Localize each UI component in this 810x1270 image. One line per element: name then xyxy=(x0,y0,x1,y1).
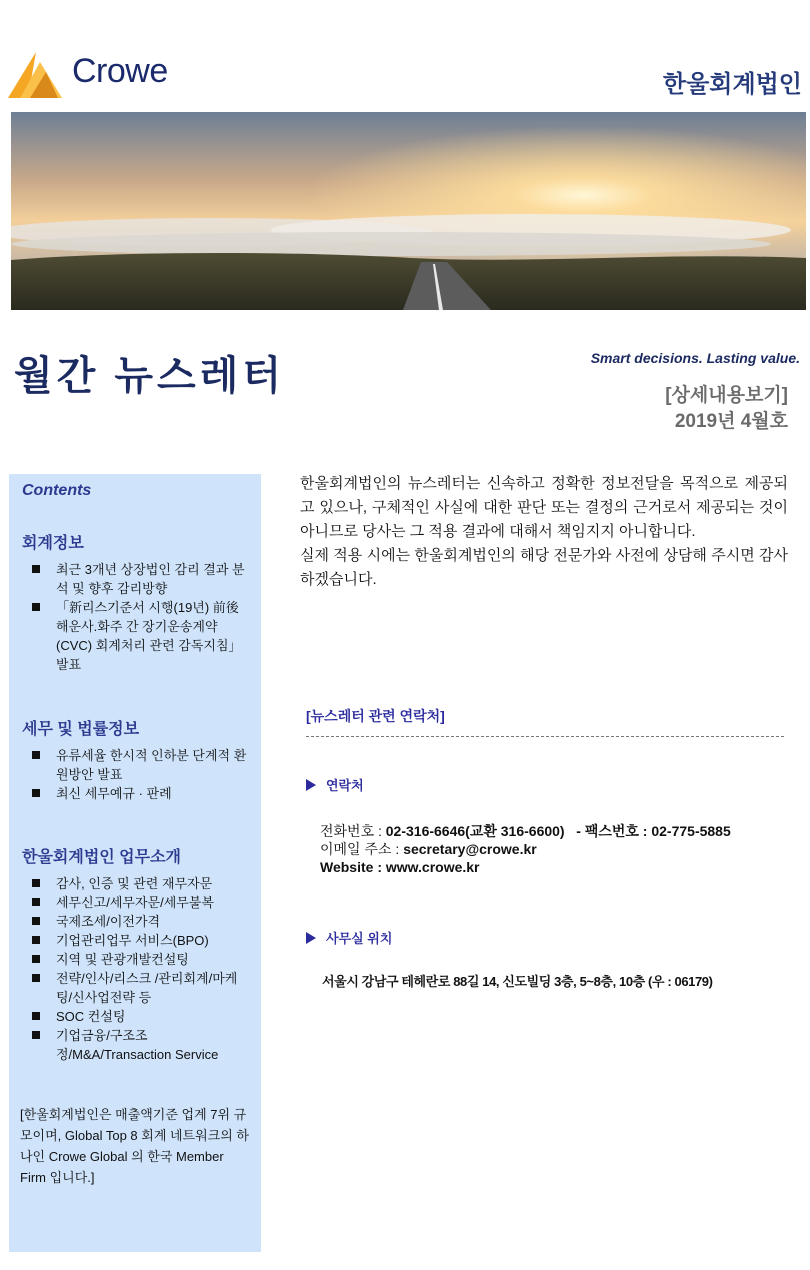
dashed-divider xyxy=(306,736,784,737)
office-heading-label: 사무실 위치 xyxy=(326,931,393,946)
list-item[interactable]: 최신 세무예규 · 판례 xyxy=(19,784,251,803)
triangle-bullet-icon xyxy=(306,779,316,791)
fax-value: 02-775-5885 xyxy=(651,823,731,839)
list-item: 전략/인사/리스크 /관리회계/마케팅/신사업전략 등 xyxy=(19,969,251,1007)
contact-heading xyxy=(306,775,364,794)
firm-name: 한울회계법인 xyxy=(662,71,802,98)
firm-description-note: [한울회계법인은 매출액기준 업계 7위 규모이며, Global Top 8 회계 네트워크의 하나인 Crowe Global 의 한국 Member Firm 입니다.] xyxy=(20,1107,249,1185)
list-item: SOC 컨설팅 xyxy=(19,1007,251,1026)
list-item[interactable]: 최근 3개년 상장법인 감리 결과 분석 및 향후 감리방향 xyxy=(19,560,251,598)
list-item: 감사, 인증 및 관련 재무자문 xyxy=(19,874,251,893)
section-title-tax-law[interactable]: 세무 및 법률정보 xyxy=(22,721,140,738)
crowe-logo-mark xyxy=(6,48,66,102)
contents-sidebar xyxy=(9,474,261,1252)
newsletter-title: 월간 뉴스레터 xyxy=(14,354,285,398)
email-value[interactable]: secretary@crowe.kr xyxy=(403,841,537,857)
office-heading xyxy=(306,928,392,947)
list-item: 세무신고/세무자문/세무불복 xyxy=(19,893,251,912)
section-title-accounting[interactable]: 회계정보 xyxy=(22,535,84,552)
phone-line xyxy=(320,822,731,840)
phone-label: 전화번호 : xyxy=(320,823,386,839)
website-value[interactable]: www.crowe.kr xyxy=(385,859,480,875)
disclaimer-text xyxy=(300,472,788,592)
detail-view-link[interactable]: [상세내용보기] xyxy=(665,385,788,406)
email-line xyxy=(320,840,731,858)
website-line xyxy=(320,858,731,876)
list-item: 지역 및 관광개발컨설팅 xyxy=(19,950,251,969)
services-list xyxy=(19,874,251,1064)
list-item[interactable]: 「新리스기준서 시행(19년) 前後 해운사.화주 간 장기운송계약(CVC) 회계처리 관련 감독지침」발표 xyxy=(19,598,251,674)
contents-heading: Contents xyxy=(22,482,92,499)
logo-text: Crowe xyxy=(72,52,168,90)
fax-label: - 팩스번호 : xyxy=(576,823,652,839)
office-address: 서울시 강남구 테헤란로 88길 14, 신도빌딩 3층, 5~8층, 10층 (우 : 06179) xyxy=(322,974,713,989)
list-item: 기업금융/구조조정/M&A/Transaction Service xyxy=(19,1026,251,1064)
contact-heading-label: 연락처 xyxy=(326,778,364,793)
tagline: Smart decisions. Lasting value. xyxy=(590,350,800,366)
contact-section-title: [뉴스레터 관련 연락처] xyxy=(306,708,445,724)
triangle-bullet-icon xyxy=(306,932,316,944)
contact-details xyxy=(320,822,731,876)
accounting-list xyxy=(19,560,251,674)
phone-value: 02-316-6646(교환 316-6600) xyxy=(385,823,565,839)
issue-date: 2019년 4월호 xyxy=(674,411,788,432)
email-label: 이메일 주소 : xyxy=(320,841,404,857)
list-item: 국제조세/이전가격 xyxy=(19,912,251,931)
list-item: 기업관리업무 서비스(BPO) xyxy=(19,931,251,950)
section-title-services[interactable]: 한울회계법인 업무소개 xyxy=(22,849,182,866)
disclaimer-paragraph: 한울회계법인의 뉴스레터는 신속하고 정확한 정보전달을 목적으로 제공되고 있으나, 구체적인 사실에 대한 판단 또는 결정의 근거로서 제공되는 것이 아니므로 당사는 그 적용 결과에 대해서 책임지지 아니합니다. xyxy=(300,475,788,540)
website-label: Website : xyxy=(320,859,386,875)
list-item[interactable]: 유류세율 한시적 인하분 단계적 환원방안 발표 xyxy=(19,746,251,784)
disclaimer-paragraph-2: 실제 적용 시에는 한울회계법인의 해당 전문가와 사전에 상담해 주시면 감사하겠습니다. xyxy=(300,547,788,588)
hero-sunrise-image xyxy=(11,112,806,310)
tax-law-list xyxy=(19,746,251,803)
